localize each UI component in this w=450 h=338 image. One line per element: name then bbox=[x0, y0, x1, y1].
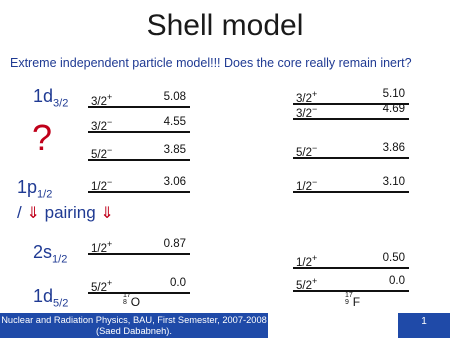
page-number: 1 bbox=[421, 316, 427, 327]
level-spin-parity: 5/2− bbox=[296, 143, 318, 159]
level-spin-parity: 5/2− bbox=[91, 145, 113, 161]
level-energy: 3.85 bbox=[163, 144, 186, 156]
level-spin-parity: 3/2+ bbox=[91, 92, 113, 108]
level-energy: 0.0 bbox=[389, 275, 405, 287]
slide-subtitle: Extreme independent particle model!!! Does the core really remain inert? bbox=[10, 56, 412, 70]
level-energy: 4.69 bbox=[382, 103, 405, 115]
level-energy: 3.06 bbox=[163, 176, 186, 188]
level-spin-parity: 3/2− bbox=[296, 104, 318, 120]
level-spin-parity: 1/2− bbox=[296, 177, 318, 193]
level-energy: 5.08 bbox=[163, 91, 186, 103]
down-arrow-icon: ⇓ bbox=[100, 205, 114, 222]
question-mark: ? bbox=[32, 117, 53, 158]
down-arrow-icon: ⇓ bbox=[26, 205, 40, 222]
level-energy: 0.0 bbox=[170, 277, 186, 289]
orbital-label-2s12: $2s_{1/2}$ bbox=[33, 242, 68, 266]
orbital-label-1p12: $1p_{1/2}$ bbox=[17, 177, 53, 201]
level-energy: 3.10 bbox=[382, 176, 405, 188]
orbital-label-1d32: $1d_{3/2}$ bbox=[33, 86, 69, 110]
level-energy: 3.86 bbox=[382, 142, 405, 154]
slide-title: Shell model bbox=[146, 9, 304, 42]
nucleus-label: 17 8 O bbox=[123, 292, 141, 309]
level-spin-parity: 3/2+ bbox=[296, 89, 318, 105]
level-spin-parity: 5/2+ bbox=[91, 278, 113, 294]
nucleus-label: 17 9 F bbox=[345, 292, 361, 309]
pairing-label: / ⇓ pairing ⇓ bbox=[17, 203, 114, 222]
level-spin-parity: 3/2− bbox=[91, 117, 113, 133]
level-spin-parity: 1/2+ bbox=[296, 253, 318, 269]
footer-text: Nuclear and Radiation Physics, BAU, First Semester, 2007-2008 (Saed Dababneh). bbox=[1, 315, 267, 336]
level-spin-parity: 1/2− bbox=[91, 177, 113, 193]
level-energy: 0.87 bbox=[163, 238, 186, 250]
level-energy: 5.10 bbox=[382, 88, 405, 100]
level-energy: 4.55 bbox=[163, 116, 186, 128]
level-spin-parity: 1/2+ bbox=[91, 239, 113, 255]
orbital-label-1d52: $1d_{5/2}$ bbox=[33, 286, 69, 310]
level-spin-parity: 5/2+ bbox=[296, 276, 318, 292]
level-energy: 0.50 bbox=[382, 252, 405, 264]
